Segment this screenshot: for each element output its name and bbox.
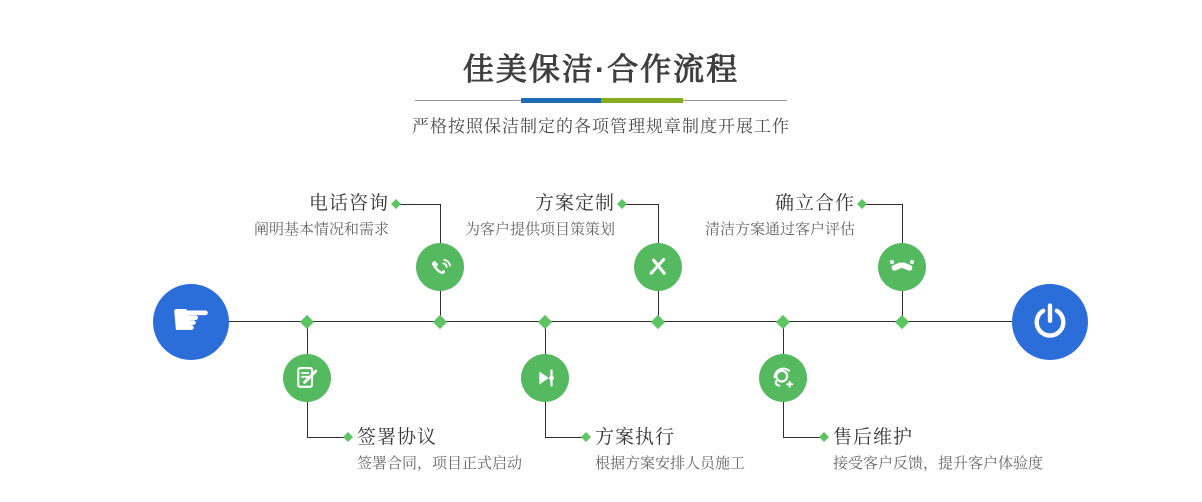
step-label-execute <box>595 427 745 472</box>
step-label-design <box>465 193 615 238</box>
label-diamond-bottom-2 <box>581 432 591 442</box>
timeline-diamond-1 <box>300 315 314 329</box>
pointing-hand-icon: ☛ <box>170 293 212 345</box>
label-diamond-bottom-3 <box>819 432 829 442</box>
step-circle-sign <box>283 354 331 402</box>
timeline-diamond-5 <box>776 315 790 329</box>
connector-top-3-stub <box>862 204 903 205</box>
timeline-diamond-3 <box>538 315 552 329</box>
customer-service-icon <box>768 363 798 393</box>
play-execute-icon <box>530 363 560 393</box>
connector-bottom-3-stub <box>783 437 824 438</box>
page-subtitle: 严格按照保洁制定的各项管理规章制度开展工作 <box>412 117 790 136</box>
step-title: 确立合作 <box>774 193 855 214</box>
sign-document-icon <box>292 363 322 393</box>
page-title: 佳美保洁·合作流程 <box>462 52 740 87</box>
step-title: 售后维护 <box>833 427 914 448</box>
step-circle-handshake <box>878 243 926 291</box>
connector-top-1-stub <box>396 204 441 205</box>
step-desc: 接受客户反馈，提升客户体验度 <box>833 455 1044 472</box>
step-label-phone <box>254 193 389 238</box>
phone-icon <box>425 252 455 282</box>
step-label-sign <box>357 427 522 472</box>
label-diamond-top-2 <box>617 199 627 209</box>
start-node <box>153 284 229 360</box>
step-desc: 签署合同，项目正式启动 <box>357 455 523 472</box>
timeline-diamond-6 <box>895 315 909 329</box>
end-node <box>1012 284 1088 360</box>
step-desc: 清洁方案通过客户评估 <box>704 221 855 238</box>
step-title: 电话咨询 <box>308 193 389 214</box>
step-circle-phone <box>416 243 464 291</box>
step-title: 签署协议 <box>357 427 438 448</box>
step-label-handshake <box>705 193 855 238</box>
design-pencils-icon <box>643 252 673 282</box>
label-diamond-bottom-1 <box>343 432 353 442</box>
power-icon <box>1029 301 1071 343</box>
step-title: 方案定制 <box>534 193 615 214</box>
connector-bottom-2-stub <box>545 437 586 438</box>
label-diamond-top-1 <box>391 199 401 209</box>
timeline-diamond-4 <box>651 315 665 329</box>
step-label-service <box>833 427 1043 472</box>
step-desc: 为客户提供项目策策划 <box>464 221 615 238</box>
timeline-diamond-2 <box>433 315 447 329</box>
step-circle-execute <box>521 354 569 402</box>
connector-bottom-1-stub <box>307 437 348 438</box>
step-title: 方案执行 <box>595 427 676 448</box>
step-desc: 根据方案安排人员施工 <box>595 455 746 472</box>
step-circle-service <box>759 354 807 402</box>
label-diamond-top-3 <box>857 199 867 209</box>
step-desc: 阐明基本情况和需求 <box>253 221 389 238</box>
step-circle-design <box>634 243 682 291</box>
handshake-icon <box>887 252 917 282</box>
connector-top-2-stub <box>622 204 659 205</box>
